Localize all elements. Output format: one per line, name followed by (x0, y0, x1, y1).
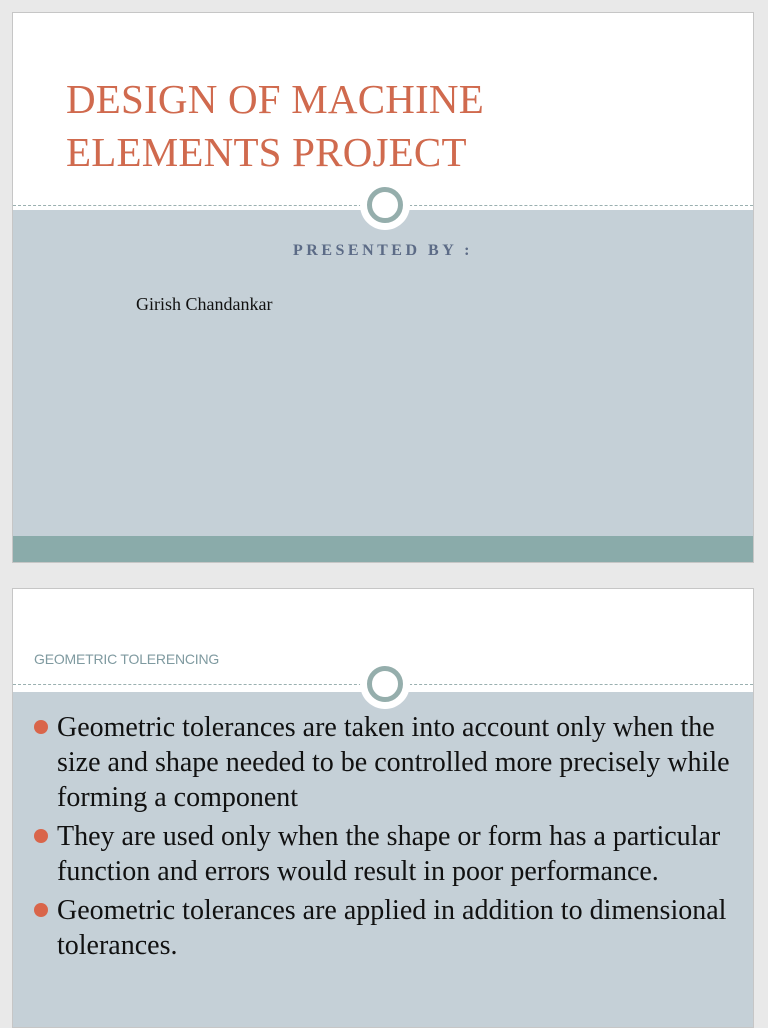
bullet-list (34, 710, 733, 967)
circle-ornament-icon (367, 666, 403, 702)
content-slide (12, 588, 754, 1028)
title-slide (12, 12, 754, 563)
bullet-text: Geometric tolerances are applied in addition to dimensional tolerances. (57, 895, 727, 961)
bullet-dot-icon (34, 903, 48, 917)
list-item (34, 710, 733, 815)
section-heading: GEOMETRIC TOLERENCING (34, 651, 220, 667)
slide-title: DESIGN OF MACHINE ELEMENTS PROJECT (66, 76, 484, 175)
presenter-name: Girish Chandankar (136, 294, 273, 314)
bullet-text: Geometric tolerances are taken into account only when the size and shape needed to be controlled more precisely while forming a component (57, 712, 730, 813)
presented-by-label: PRESENTED BY : (293, 242, 473, 259)
bullet-text: They are used only when the shape or form has a particular function and errors would result in poor performance. (57, 821, 721, 887)
bullet-dot-icon (34, 720, 48, 734)
footer-band (13, 536, 753, 562)
bullet-dot-icon (34, 829, 48, 843)
circle-ornament-icon (367, 187, 403, 223)
list-item (34, 819, 733, 889)
list-item (34, 893, 733, 963)
